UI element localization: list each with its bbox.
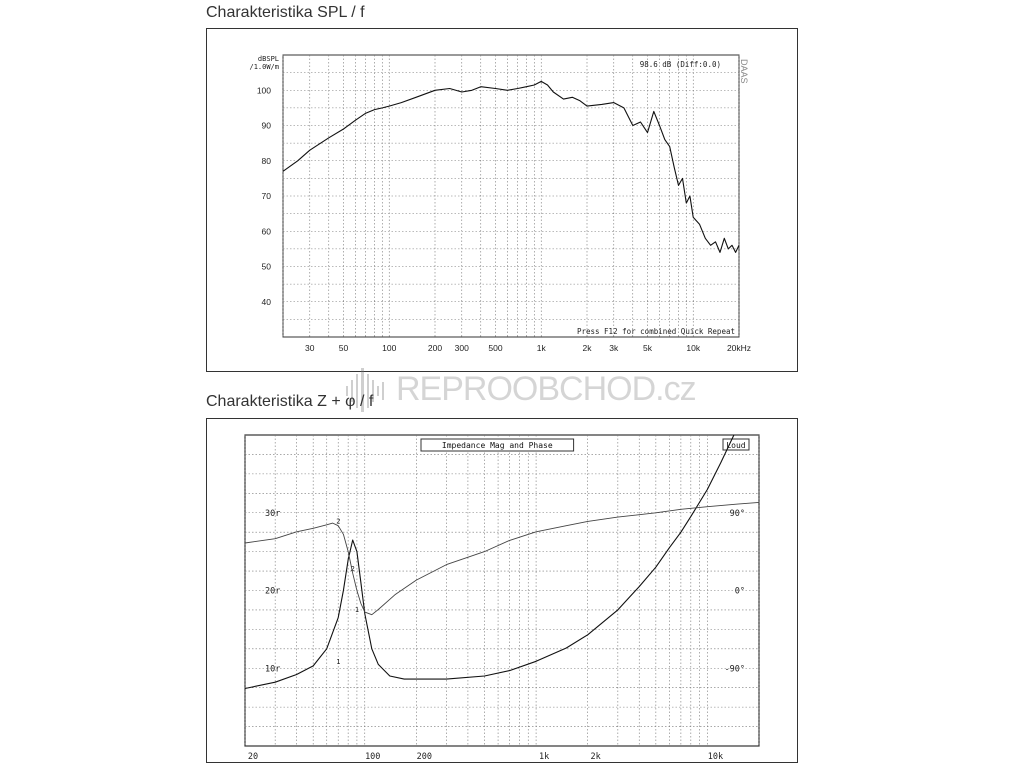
imp-x-tick-label: 20 xyxy=(247,752,259,762)
spl-x-tick-label: 3k xyxy=(609,343,619,353)
watermark xyxy=(344,368,704,412)
spl-x-tick-label: 10k xyxy=(686,343,701,353)
spl-x-tick-label: 1k xyxy=(536,343,546,353)
imp-x-tick-label: 200 xyxy=(416,752,433,762)
impedance-chart-frame xyxy=(206,418,798,763)
imp-series-group xyxy=(245,381,759,689)
spl-y-tick-label: 70 xyxy=(261,191,271,201)
spl-y-axis-unit: dBSPL xyxy=(257,55,279,63)
imp-left-y-tick-label: 30r xyxy=(265,508,281,519)
imp-left-y-tick-label: 20r xyxy=(265,586,281,597)
imp-x-tick-label: 2k xyxy=(590,752,601,762)
spl-x-tick-label: 100 xyxy=(382,343,397,353)
watermark-text: REPROOBCHOD.cz xyxy=(396,370,696,408)
spl-x-tick-label: 50 xyxy=(338,343,349,353)
spl-x-tick-label: 2k xyxy=(582,343,592,353)
spl-y-tick-label: 50 xyxy=(261,261,271,272)
spl-chart-frame xyxy=(206,28,798,372)
imp-right-y-tick-label: 90° xyxy=(729,508,745,519)
spl-x-tick-label: 5k xyxy=(642,343,652,353)
imp-x-tick-label: 100 xyxy=(365,752,381,762)
spl-x-tick-label: 200 xyxy=(427,343,443,353)
spl-x-tick-label: 300 xyxy=(454,343,469,353)
imp-x-tick-label: 1k xyxy=(538,752,550,762)
spl-y-tick-label: 90 xyxy=(261,120,271,131)
imp-marker-label: 2 xyxy=(350,565,355,574)
impedance-chart xyxy=(207,419,799,764)
imp-corner-label: Loud xyxy=(726,441,746,450)
imp-chart-title: Impedance Mag and Phase xyxy=(441,441,553,450)
spl-y-tick-label: 40 xyxy=(261,296,271,307)
spl-x-tick-label: 30 xyxy=(305,343,315,353)
imp-phase-curve xyxy=(245,502,759,614)
imp-marker-label: 1 xyxy=(354,605,360,614)
impedance-section-title: Charakteristika Z + φ / f xyxy=(206,393,374,410)
spl-y-tick-label: 60 xyxy=(261,226,271,237)
spl-y-tick-label: 100 xyxy=(256,85,271,96)
imp-marker-label: 2 xyxy=(336,517,341,526)
imp-x-tick-label: 10k xyxy=(707,752,724,762)
spl-section-title: Charakteristika SPL / f xyxy=(206,4,365,21)
spl-readout: 98.6 dB (Diff:0.0) xyxy=(639,60,721,69)
imp-right-y-tick-label: -90° xyxy=(724,664,745,675)
spl-y-axis-unit-sub: /1.0W/m xyxy=(249,63,279,71)
spl-y-tick-label: 80 xyxy=(261,155,271,166)
imp-right-y-tick-label: 0° xyxy=(734,586,745,597)
spl-x-tick-label: 500 xyxy=(488,343,503,353)
spl-curve xyxy=(283,81,739,252)
imp-magnitude-curve xyxy=(245,381,759,689)
imp-marker-label: 1 xyxy=(336,657,341,666)
spl-x-tick-label: 20kHz xyxy=(726,343,752,353)
spl-footer-note: Press F12 for combined Quick Repeat xyxy=(576,327,735,336)
spl-side-label: DAAS xyxy=(739,59,749,84)
imp-left-y-tick-label: 10r xyxy=(265,664,281,675)
spl-chart xyxy=(207,29,799,373)
